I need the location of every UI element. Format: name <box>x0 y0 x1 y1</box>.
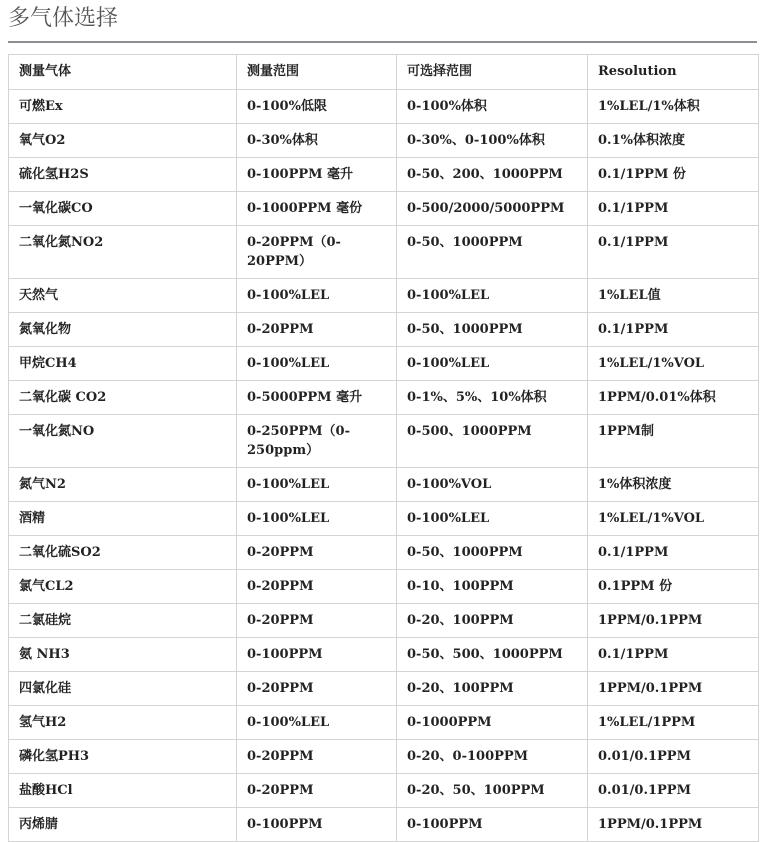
table-row <box>9 774 759 808</box>
cell-gas: 一氧化氮NO <box>9 415 237 468</box>
table-row <box>9 381 759 415</box>
cell-resolution: 1%LEL/1%VOL <box>588 347 759 381</box>
cell-resolution: 0.1/1PPM <box>588 313 759 347</box>
cell-range: 0-20PPM（0-20PPM） <box>237 226 397 279</box>
cell-gas: 丙烯腈 <box>9 808 237 842</box>
cell-range: 0-100%LEL <box>237 502 397 536</box>
cell-gas: 天然气 <box>9 279 237 313</box>
table-row <box>9 226 759 279</box>
cell-gas: 硫化氢H2S <box>9 158 237 192</box>
cell-gas: 氮氧化物 <box>9 313 237 347</box>
cell-resolution: 1%LEL/1%体积 <box>588 90 759 124</box>
cell-resolution: 0.1/1PPM <box>588 638 759 672</box>
cell-range: 0-20PPM <box>237 672 397 706</box>
cell-optional-range: 0-1000PPM <box>397 706 588 740</box>
cell-optional-range: 0-20、50、100PPM <box>397 774 588 808</box>
cell-resolution: 0.1/1PPM <box>588 536 759 570</box>
cell-optional-range: 0-50、1000PPM <box>397 536 588 570</box>
cell-resolution: 1PPM/0.01%体积 <box>588 381 759 415</box>
cell-range: 0-20PPM <box>237 740 397 774</box>
cell-gas: 甲烷CH4 <box>9 347 237 381</box>
cell-range: 0-20PPM <box>237 536 397 570</box>
cell-optional-range: 0-50、500、1000PPM <box>397 638 588 672</box>
cell-resolution: 0.01/0.1PPM <box>588 774 759 808</box>
table-row <box>9 124 759 158</box>
table-row <box>9 468 759 502</box>
table-header-row <box>9 55 759 90</box>
cell-resolution: 0.1/1PPM 份 <box>588 158 759 192</box>
table-row <box>9 192 759 226</box>
cell-gas: 盐酸HCl <box>9 774 237 808</box>
table-row <box>9 638 759 672</box>
table-row <box>9 706 759 740</box>
cell-resolution: 1%LEL/1%VOL <box>588 502 759 536</box>
cell-gas: 可燃Ex <box>9 90 237 124</box>
cell-gas: 二氯硅烷 <box>9 604 237 638</box>
table-row <box>9 279 759 313</box>
cell-optional-range: 0-100%LEL <box>397 347 588 381</box>
cell-range: 0-20PPM <box>237 604 397 638</box>
header-resolution: Resolution <box>588 55 759 90</box>
cell-optional-range: 0-100PPM <box>397 808 588 842</box>
cell-range: 0-5000PPM 毫升 <box>237 381 397 415</box>
cell-range: 0-100%LEL <box>237 706 397 740</box>
cell-range: 0-100%LEL <box>237 279 397 313</box>
cell-optional-range: 0-100%体积 <box>397 90 588 124</box>
cell-range: 0-100%LEL <box>237 347 397 381</box>
cell-optional-range: 0-50、1000PPM <box>397 313 588 347</box>
cell-resolution: 0.1/1PPM <box>588 192 759 226</box>
table-row <box>9 158 759 192</box>
cell-optional-range: 0-1%、5%、10%体积 <box>397 381 588 415</box>
cell-resolution: 1%LEL值 <box>588 279 759 313</box>
cell-resolution: 0.1/1PPM <box>588 226 759 279</box>
cell-optional-range: 0-100%LEL <box>397 502 588 536</box>
cell-gas: 四氯化硅 <box>9 672 237 706</box>
cell-resolution: 0.1PPM 份 <box>588 570 759 604</box>
cell-optional-range: 0-10、100PPM <box>397 570 588 604</box>
cell-range: 0-100%LEL <box>237 468 397 502</box>
cell-range: 0-30%体积 <box>237 124 397 158</box>
cell-gas: 二氧化氮NO2 <box>9 226 237 279</box>
cell-gas: 二氧化硫SO2 <box>9 536 237 570</box>
cell-range: 0-100%低限 <box>237 90 397 124</box>
cell-gas: 氧气O2 <box>9 124 237 158</box>
cell-resolution: 1PPM/0.1PPM <box>588 604 759 638</box>
cell-optional-range: 0-100%LEL <box>397 279 588 313</box>
cell-resolution: 1PPM制 <box>588 415 759 468</box>
table-row <box>9 570 759 604</box>
cell-range: 0-20PPM <box>237 774 397 808</box>
cell-range: 0-100PPM 毫升 <box>237 158 397 192</box>
table-row <box>9 604 759 638</box>
table-row <box>9 415 759 468</box>
cell-range: 0-20PPM <box>237 570 397 604</box>
cell-optional-range: 0-500、1000PPM <box>397 415 588 468</box>
cell-optional-range: 0-30%、0-100%体积 <box>397 124 588 158</box>
cell-resolution: 1%体积浓度 <box>588 468 759 502</box>
gas-table <box>8 54 759 842</box>
cell-range: 0-1000PPM 毫份 <box>237 192 397 226</box>
title-divider <box>8 41 757 43</box>
cell-resolution: 1%LEL/1PPM <box>588 706 759 740</box>
table-row <box>9 502 759 536</box>
cell-optional-range: 0-20、0-100PPM <box>397 740 588 774</box>
cell-gas: 氢气H2 <box>9 706 237 740</box>
cell-optional-range: 0-100%VOL <box>397 468 588 502</box>
cell-range: 0-100PPM <box>237 638 397 672</box>
header-optional-range: 可选择范围 <box>397 55 588 90</box>
cell-range: 0-20PPM <box>237 313 397 347</box>
cell-gas: 一氧化碳CO <box>9 192 237 226</box>
cell-range: 0-100PPM <box>237 808 397 842</box>
table-row <box>9 347 759 381</box>
table-row <box>9 672 759 706</box>
page-title: 多气体选择 <box>8 6 119 31</box>
cell-gas: 氮气N2 <box>9 468 237 502</box>
cell-optional-range: 0-500/2000/5000PPM <box>397 192 588 226</box>
header-gas: 测量气体 <box>9 55 237 90</box>
cell-resolution: 0.1%体积浓度 <box>588 124 759 158</box>
cell-optional-range: 0-20、100PPM <box>397 672 588 706</box>
cell-resolution: 1PPM/0.1PPM <box>588 672 759 706</box>
cell-range: 0-250PPM（0-250ppm） <box>237 415 397 468</box>
table-row <box>9 740 759 774</box>
cell-optional-range: 0-50、200、1000PPM <box>397 158 588 192</box>
cell-gas: 氨 NH3 <box>9 638 237 672</box>
table-row <box>9 536 759 570</box>
table-row <box>9 90 759 124</box>
table-row <box>9 313 759 347</box>
cell-gas: 氯气CL2 <box>9 570 237 604</box>
cell-optional-range: 0-20、100PPM <box>397 604 588 638</box>
cell-gas: 磷化氢PH3 <box>9 740 237 774</box>
cell-resolution: 0.01/0.1PPM <box>588 740 759 774</box>
cell-optional-range: 0-50、1000PPM <box>397 226 588 279</box>
table-row <box>9 808 759 842</box>
table-body <box>9 90 759 842</box>
header-range: 测量范围 <box>237 55 397 90</box>
cell-resolution: 1PPM/0.1PPM <box>588 808 759 842</box>
cell-gas: 酒精 <box>9 502 237 536</box>
cell-gas: 二氧化碳 CO2 <box>9 381 237 415</box>
